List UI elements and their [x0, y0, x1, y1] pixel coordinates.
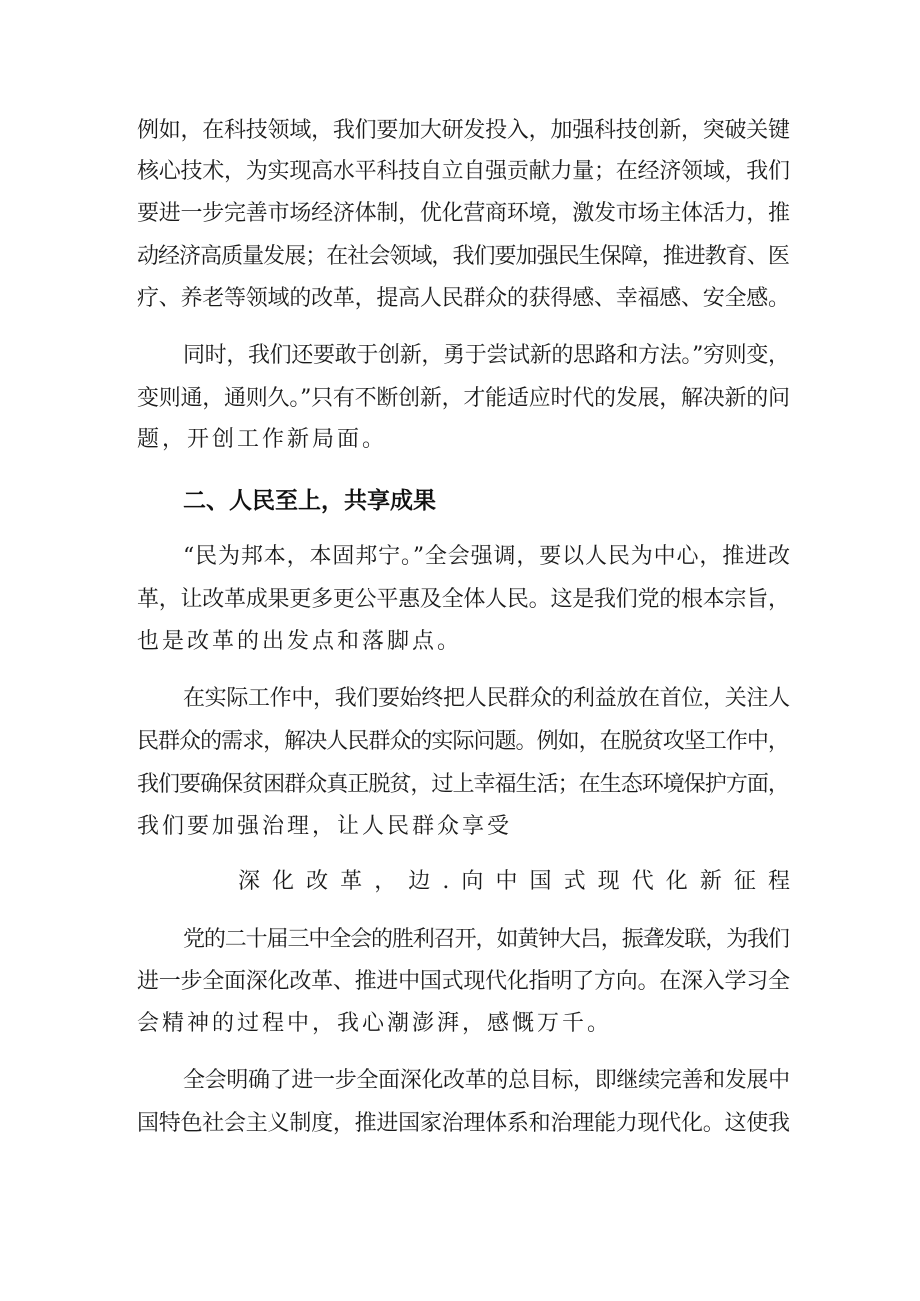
text-line: 动经济高质量发展；在社会领域，我们要加强民生保障，推进教育、医: [137, 244, 789, 269]
text-line: 例如，在科技领域，我们要加大研发投入，加强科技创新，突破关键: [137, 118, 790, 143]
text-line: 同时，我们还要敢于创新，勇于尝试新的思路和方法。”穷则变，: [183, 343, 790, 368]
text-line: 党的二十届三中全会的胜利召开，如黄钟大吕，振聋发联，为我们: [183, 927, 789, 952]
text-line: 疗、养老等领域的改革，提高人民群众的获得感、幸福感、安全感。: [137, 286, 790, 311]
text-line: 会精神的过程中，我心潮澎湃，感慨万千。: [137, 1011, 613, 1036]
article-title: 深化改革，边.向中国式现代化新征程: [238, 869, 803, 894]
text-line: 我们要确保贫困群众真正脱贫，过上幸福生活；在生态环境保护方面，: [137, 772, 789, 797]
text-line: 进一步全面深化改革、推进中国式现代化指明了方向。在深入学习全: [137, 969, 790, 994]
text-line: 我们要加强治理，让人民群众享受: [137, 814, 513, 839]
section-heading: 二、人民至上，共享成果: [183, 488, 436, 514]
text-line: 在实际工作中，我们要始终把人民群众的利益放在首位，关注人: [183, 686, 790, 711]
text-line: 也是改革的出发点和落脚点。: [137, 629, 463, 654]
text-line: 变则通，通则久。”只有不断创新，才能适应时代的发展，解决新的问: [137, 386, 790, 411]
text-line: 民群众的需求，解决人民群众的实际问题。例如，在脱贫攻坚工作中，: [137, 729, 789, 754]
text-line: 革，让改革成果更多更公平惠及全体人民。这是我们党的根本宗旨，: [137, 587, 790, 612]
text-line: 要进一步完善市场经济体制，优化营商环境，激发市场主体活力，推: [137, 201, 790, 226]
text-line: 国特色社会主义制度，推进国家治理体系和治理能力现代化。这使我: [137, 1111, 790, 1136]
text-line: 核心技术，为实现高水平科技自立自强贡献力量；在经济领域，我们: [137, 159, 790, 184]
text-line: 全会明确了进一步全面深化改革的总目标，即继续完善和发展中: [183, 1068, 790, 1093]
text-line: “民为邦本，本固邦宁。”全会强调，要以人民为中心，推进改: [183, 544, 791, 569]
text-line: 题，开创工作新局面。: [137, 427, 388, 452]
